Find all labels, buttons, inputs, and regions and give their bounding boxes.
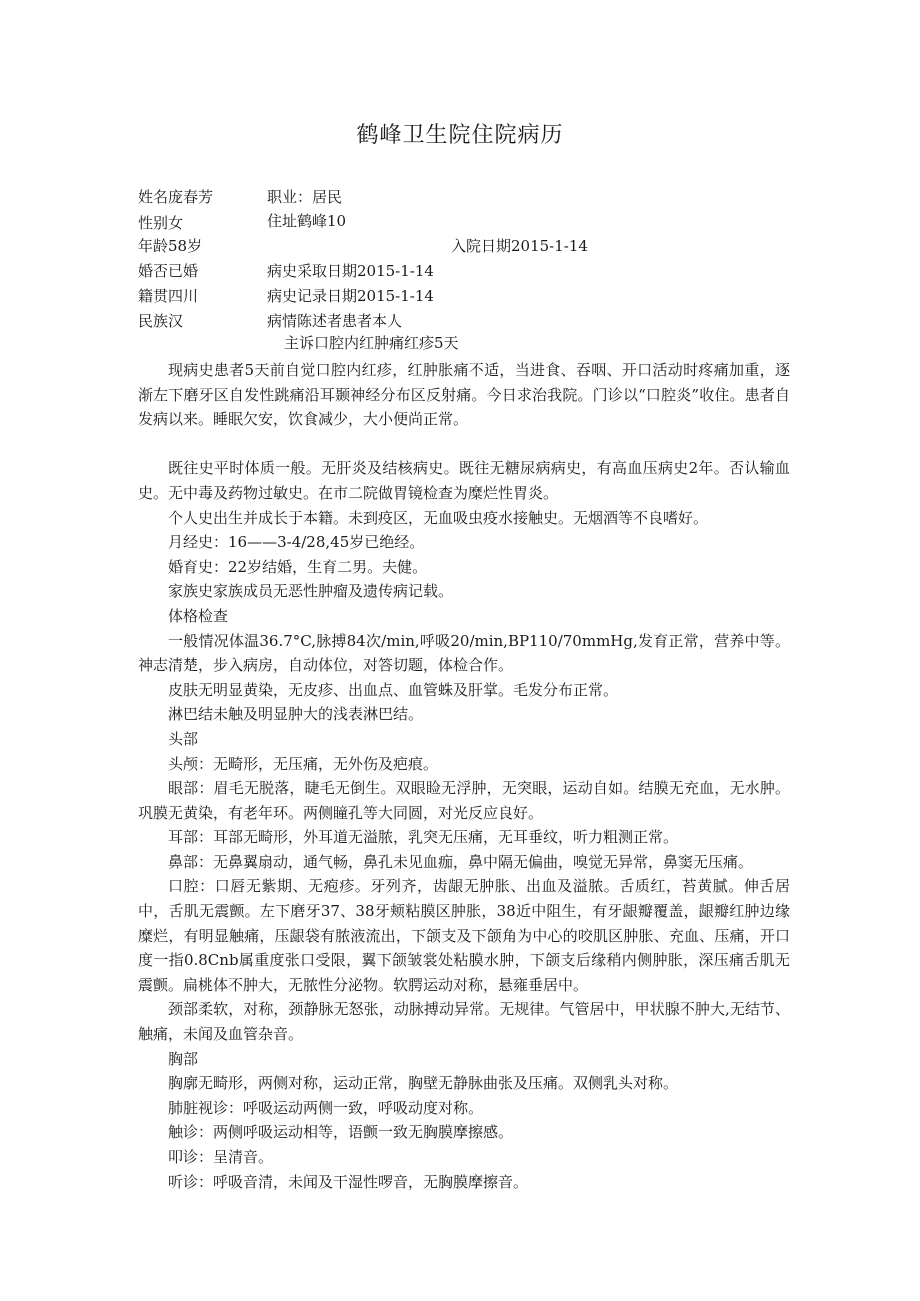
general-condition: 一般情况体温36.7°C,脉搏84次/min,呼吸20/min,BP110/70mmHg,发育正常，营养中等。神志清楚，步入病房，自动体位，对答切题，体检合作。 <box>138 631 790 675</box>
marital-history: 婚育史：22岁结婚，生育二男。夫健。 <box>168 557 428 576</box>
eye-exam: 眼部：眉毛无脱落，睫毛无倒生。双眼睑无浮肿，无突眼，运动自如。结膜无充血，无水肿。巩膜无黄染，有老年环。两侧瞳孔等大同圆，对光反应良好。 <box>138 779 790 822</box>
record-body <box>138 358 790 1194</box>
oral-exam: 口腔：口唇无紫期、无疱疹。牙列齐，齿龈无肿胀、出血及溢脓。舌质红，苔黄腻。伸舌居中，舌肌无震颤。左下磨牙37、38牙颊粘膜区肿胀，38近中阻生，有牙龈瓣覆盖，龈瓣红肿边缘糜烂，有明显触痛，压龈袋有脓液流出，下颌支及下颌角为中心的咬肌区肿胀、充血、压痛，开口度一指0.8Cnb属重度张口受限，翼下颌皱裳处粘膜水肿，下颌支后缘稍内侧肿胀，深压痛舌肌无震颤。扁桃体不肿大，无脓性分泌物。软腭运动对称，悬雍垂居中。 <box>138 877 790 994</box>
history-recorded-date: 病史记录日期2015-1-14 <box>267 287 434 305</box>
thorax-exam: 胸廓无畸形，两侧对称，运动正常，胸壁无静脉曲张及压痛。双侧乳头对称。 <box>168 1074 679 1093</box>
ear-exam: 耳部：耳部无畸形，外耳道无溢脓，乳突无压痛，无耳垂纹，听力粗测正常。 <box>168 828 679 847</box>
section-heading-chest: 胸部 <box>168 1049 199 1068</box>
chief-complaint: 主诉口腔内红肿痛红疹5天 <box>284 334 459 352</box>
lung-percussion: 叩诊：呈清音。 <box>168 1148 274 1166</box>
marital-status: 婚否已婚 <box>138 262 199 280</box>
native-place: 籍贯四川 <box>138 287 199 305</box>
lung-auscultation: 听诊：呼吸音清，未闻及干湿性啰音，无胸膜摩擦音。 <box>168 1172 529 1191</box>
nose-exam: 鼻部：无鼻翼扇动，通气畅，鼻孔未见血痂，鼻中隔无偏曲，嗅觉无异常，鼻窦无压痛。 <box>168 852 754 871</box>
menstrual-history: 月经史：16——3-4/28,45岁已绝经。 <box>168 533 425 552</box>
personal-history: 个人史出生并成长于本籍。未到疫区，无血吸虫疫水接触史。无烟酒等不良嗜好。 <box>168 508 709 527</box>
section-heading-head: 头部 <box>168 729 199 748</box>
history-taken-date: 病史采取日期2015-1-14 <box>267 262 434 280</box>
informant: 病情陈述者患者本人 <box>267 312 403 330</box>
family-history: 家族史家族成员无恶性肿瘤及遗传病记载。 <box>168 582 454 601</box>
page-title: 鹤峰卫生院住院病历 <box>356 123 564 148</box>
ethnicity: 民族汉 <box>138 312 184 330</box>
past-history: 既往史平时体质一般。无肝炎及结核病史。既往无糖尿病病史，有高血压病史2年。否认输血史。无中毒及药物过敏史。在市二院做胃镜检查为糜烂性胃炎。 <box>138 459 790 502</box>
patient-sex: 性别女 <box>138 214 184 232</box>
lung-inspection: 肺脏视诊：呼吸运动两侧一致，呼吸动度对称。 <box>168 1098 484 1117</box>
present-illness: 现病史患者5天前自觉口腔内红疹，红肿胀痛不适，当进食、吞咽、开口活动时疼痛加重，逐渐左下磨牙区自发性跳痛沿耳颞神经分布区反射痛。今日求治我院。门诊以“口腔炎”收住。患者自发病以来。睡眠欠安，饮食减少，大小便尚正常。 <box>138 361 790 429</box>
skin-exam: 皮肤无明显黄染，无皮疹、出血点、血管蛛及肝掌。毛发分布正常。 <box>168 680 619 699</box>
section-heading-exam: 体格检查 <box>168 606 229 625</box>
patient-occupation: 职业：居民 <box>267 188 343 206</box>
patient-address: 住址鹤峰10 <box>267 212 347 230</box>
admission-date: 入院日期2015-1-14 <box>451 237 588 255</box>
neck-exam: 颈部柔软，对称，颈静脉无怒张，动脉搏动异常。无规律。气管居中，甲状腺不肿大,无结节、触痛，未闻及血管杂音。 <box>138 1000 790 1044</box>
patient-age: 年龄58岁 <box>138 237 203 255</box>
lymph-exam: 淋巴结未触及明显肿大的浅表淋巴结。 <box>168 705 424 724</box>
skull-exam: 头颅：无畸形，无压痛，无外伤及疤痕。 <box>168 754 439 773</box>
patient-name: 姓名庞春芳 <box>138 188 214 206</box>
lung-palpation: 触诊：两侧呼吸运动相等，语颤一致无胸膜摩擦感。 <box>168 1123 514 1142</box>
